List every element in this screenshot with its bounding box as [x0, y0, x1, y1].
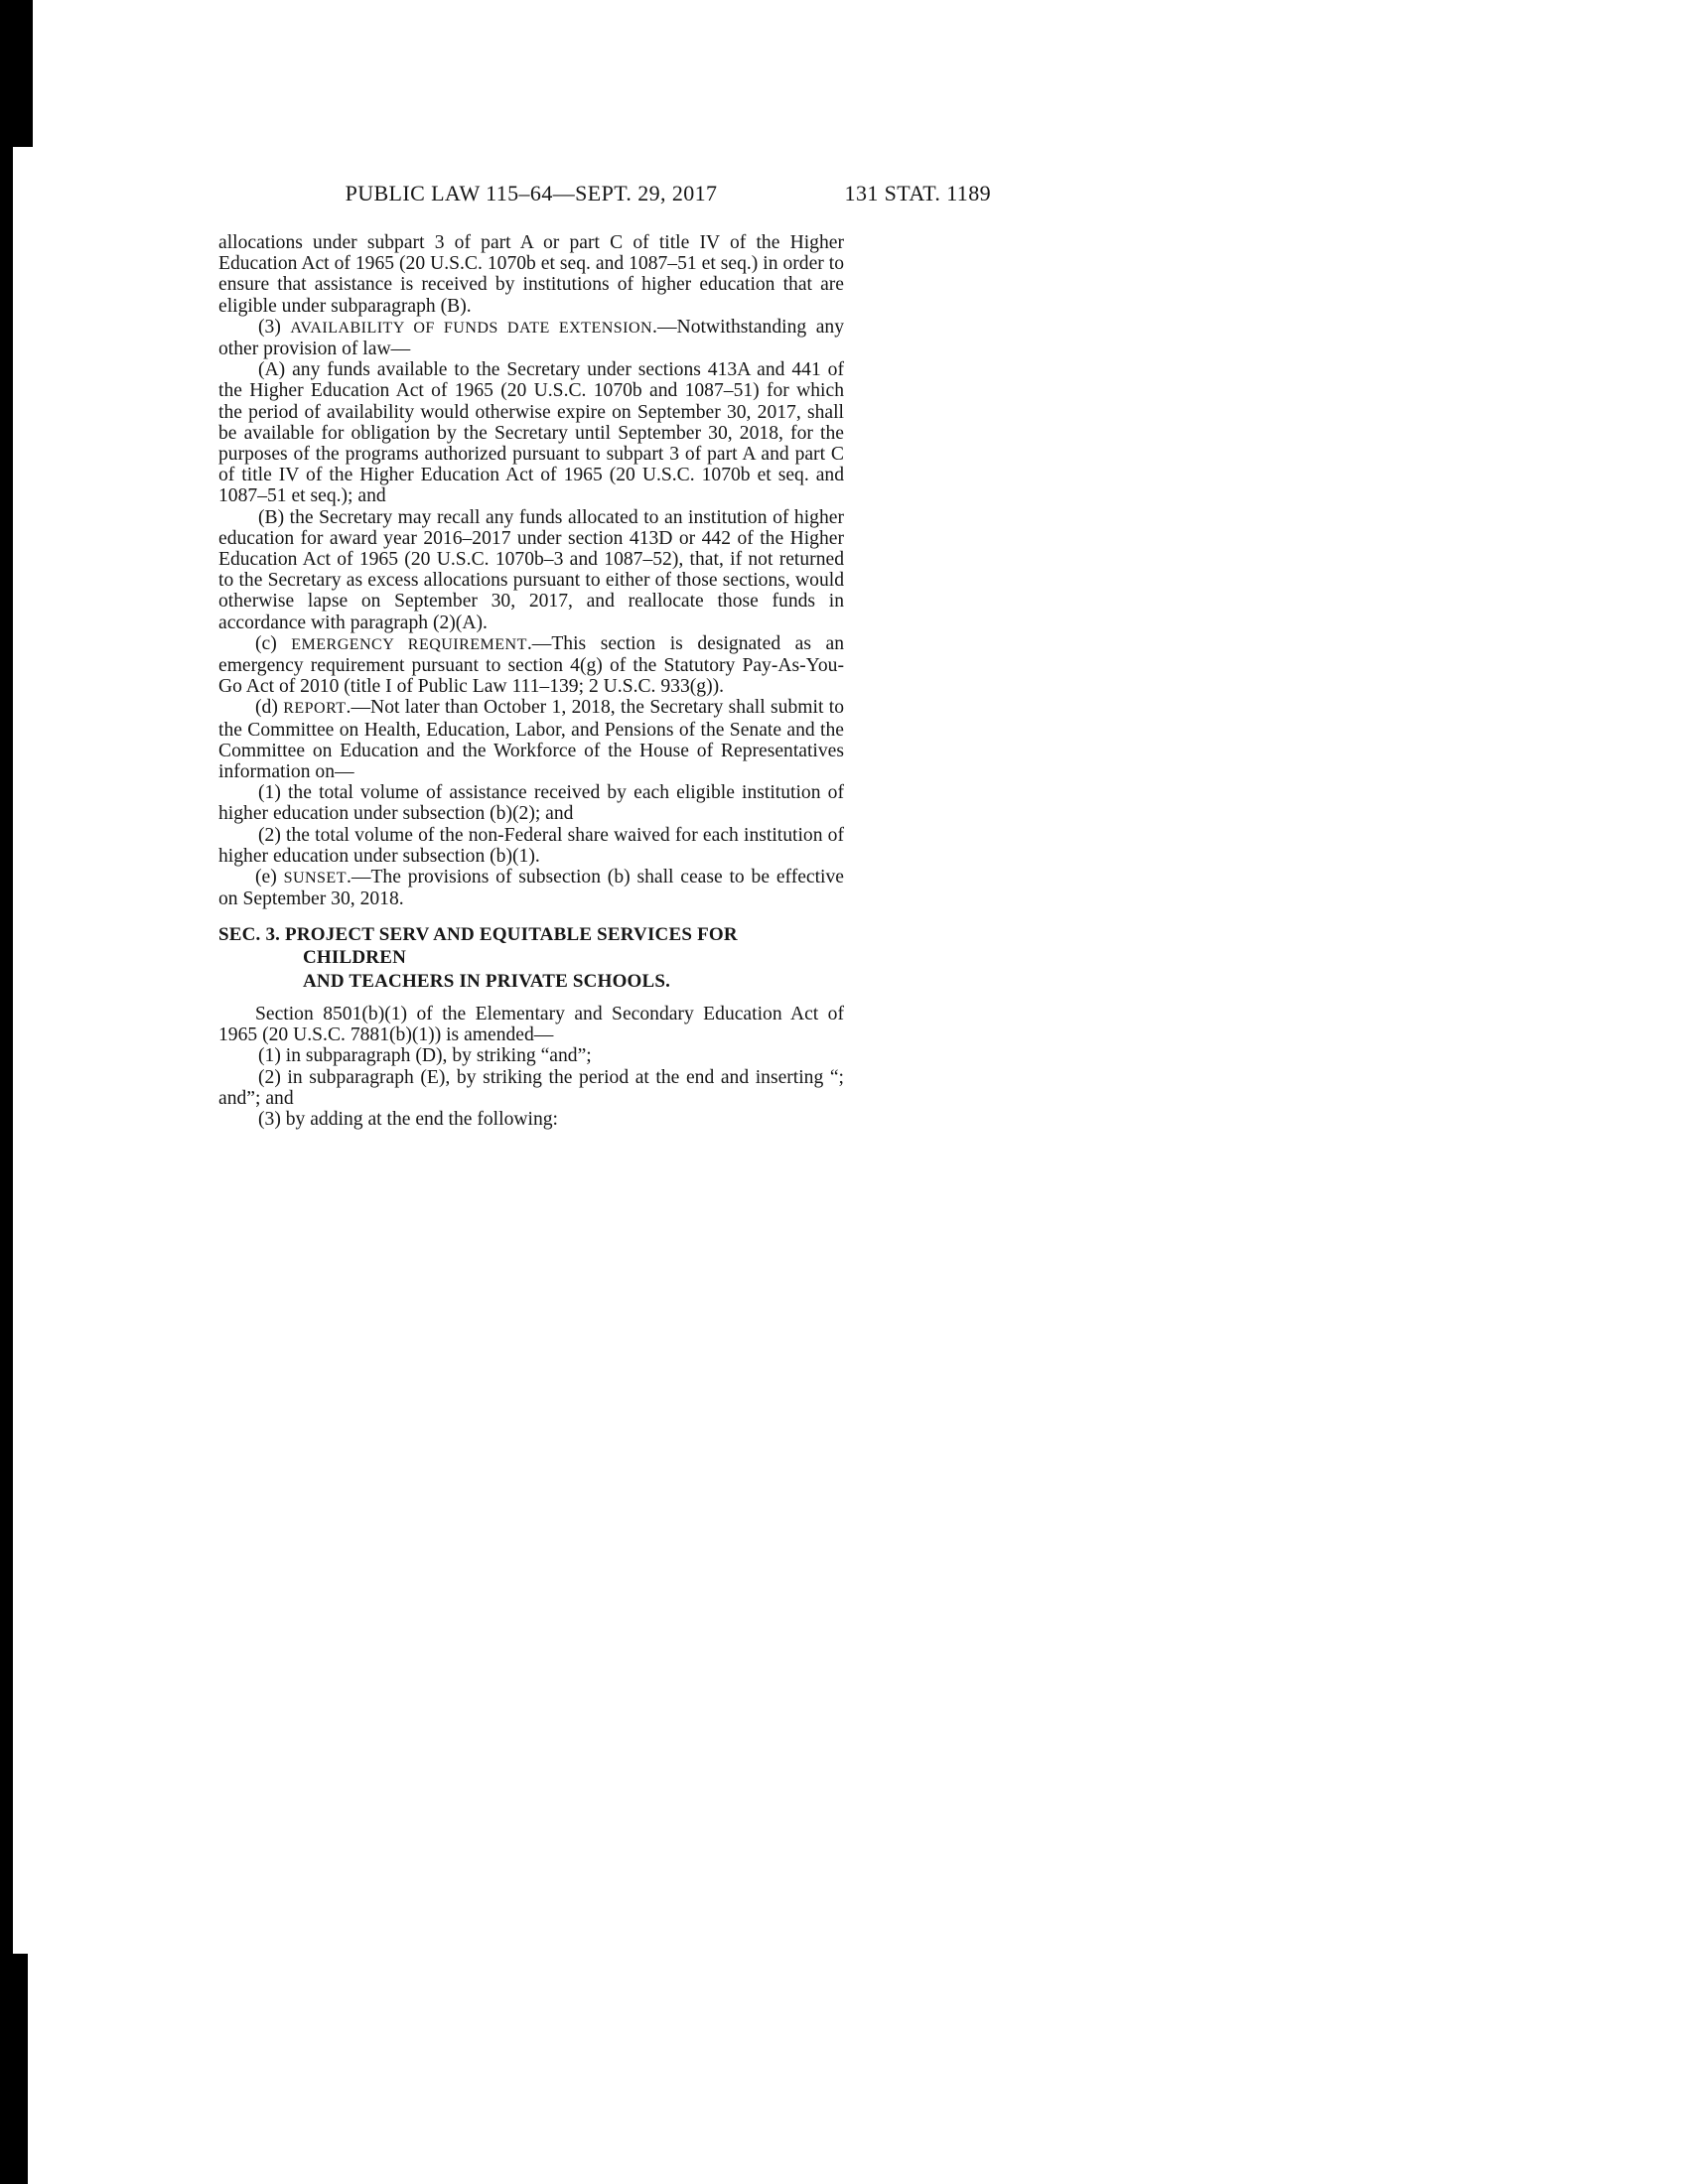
- paragraph-d-2: [218, 825, 844, 867]
- text-run: Section 8501(b)(1) of the Elementary and Secondary Education Act of 1965 (20 U.S.C. 7881(b)(1)) is amended—: [218, 1004, 844, 1046]
- stat-page-number: 131 STAT. 1189: [844, 181, 991, 205]
- text-run: (d): [255, 697, 284, 719]
- subparagraph-B: [218, 507, 844, 633]
- text-run: (1) the total volume of assistance received by each eligible institution of higher education under subsection (b)(2); and: [218, 782, 844, 825]
- text-run: (A) any funds available to the Secretary under sections 413A and 441 of the Higher Education Act of 1965 (20 U.S.C. 1070b and 1087–51) for which the period of availability would otherwise expire on September 30, 2017, shall be available for obligation by the Secretary until September 30, 2018, for the purposes of the programs authorized pursuant to subpart 3 of part A and part C of title IV of the Higher Education Act of 1965 (20 U.S.C. 1070b et seq. and 1087–51 et seq.); and: [218, 359, 844, 507]
- paragraph-3-availability: [218, 317, 844, 359]
- paragraph-d-1: [218, 782, 844, 824]
- smallcaps-run: AVAILABILITY OF FUNDS DATE EXTENSION: [290, 319, 653, 337]
- law-title: PUBLIC LAW 115–64—SEPT. 29, 2017: [345, 181, 718, 205]
- text-run: .—This section is designated as an emergency requirement pursuant to section 4(g) of the Statutory Pay-As-You-Go Act of 2010 (title I of Public Law 111–139; 2 U.S.C. 933(g)).: [218, 632, 844, 698]
- scan-corner-artifact-top: [0, 0, 33, 147]
- text-run: (c): [255, 632, 292, 654]
- subsection-d-report: [218, 697, 844, 782]
- scan-corner-artifact-bottom: [0, 1954, 28, 2184]
- statute-body: [218, 232, 844, 1130]
- text-run: .—Notwithstanding any other provision of law—: [218, 316, 844, 360]
- scan-edge-artifact: [0, 0, 13, 2184]
- amendment-2: [218, 1067, 844, 1109]
- amendment-3: [218, 1109, 844, 1130]
- text-run: .—Not later than October 1, 2018, the Secretary shall submit to the Committee on Health, Education, Labor, and Pensions of the Senate and the Committee on Education and the Workforce of the House of Representatives information on—: [218, 697, 844, 783]
- section-3-intro: [218, 1004, 844, 1045]
- text-run: (e): [255, 867, 284, 888]
- subparagraph-A: [218, 359, 844, 506]
- text-run: (B) the Secretary may recall any funds allocated to an institution of higher education for award year 2016–2017 under section 413D or 442 of the Higher Education Act of 1965 (20 U.S.C. 1070b–3 and 1087–52), that, if not returned to the Secretary as excess allocations pursuant to either of those sections, would otherwise lapse on September 30, 2017, and reallocate those funds in accordance with paragraph (2)(A).: [218, 506, 844, 633]
- smallcaps-run: SUNSET: [283, 870, 347, 887]
- subsection-c-emergency: [218, 633, 844, 698]
- text-run: (3) by adding at the end the following:: [258, 1109, 559, 1131]
- smallcaps-run: EMERGENCY REQUIREMENT: [291, 635, 527, 653]
- text-run: (1) in subparagraph (D), by striking “and”;: [258, 1045, 592, 1067]
- text-run: .—The provisions of subsection (b) shall cease to be effective on September 30, 2018.: [218, 867, 844, 910]
- text-run: (2) the total volume of the non-Federal share waived for each institution of higher education under subsection (b)(1).: [218, 824, 844, 867]
- text-run: allocations under subpart 3 of part A or part C of title IV of the Higher Education Act of 1965 (20 U.S.C. 1070b et seq. and 1087–51 et seq.) in order to ensure that assistance is received by institutions of higher education that are eligible under subparagraph (B).: [218, 232, 844, 317]
- text-run: (2) in subparagraph (E), by striking the period at the end and inserting “; and”; and: [218, 1066, 844, 1109]
- section-3-heading: [218, 923, 844, 994]
- amendment-1: [218, 1045, 844, 1066]
- heading-line: AND TEACHERS IN PRIVATE SCHOOLS.: [303, 970, 671, 992]
- text-run: (3): [258, 316, 291, 338]
- smallcaps-run: REPORT: [283, 700, 347, 718]
- paragraph-continuation: [218, 232, 844, 317]
- heading-line: SEC. 3. PROJECT SERV AND EQUITABLE SERVICES FOR CHILDREN: [218, 923, 738, 968]
- subsection-e-sunset: [218, 867, 844, 909]
- page-header: [218, 181, 991, 210]
